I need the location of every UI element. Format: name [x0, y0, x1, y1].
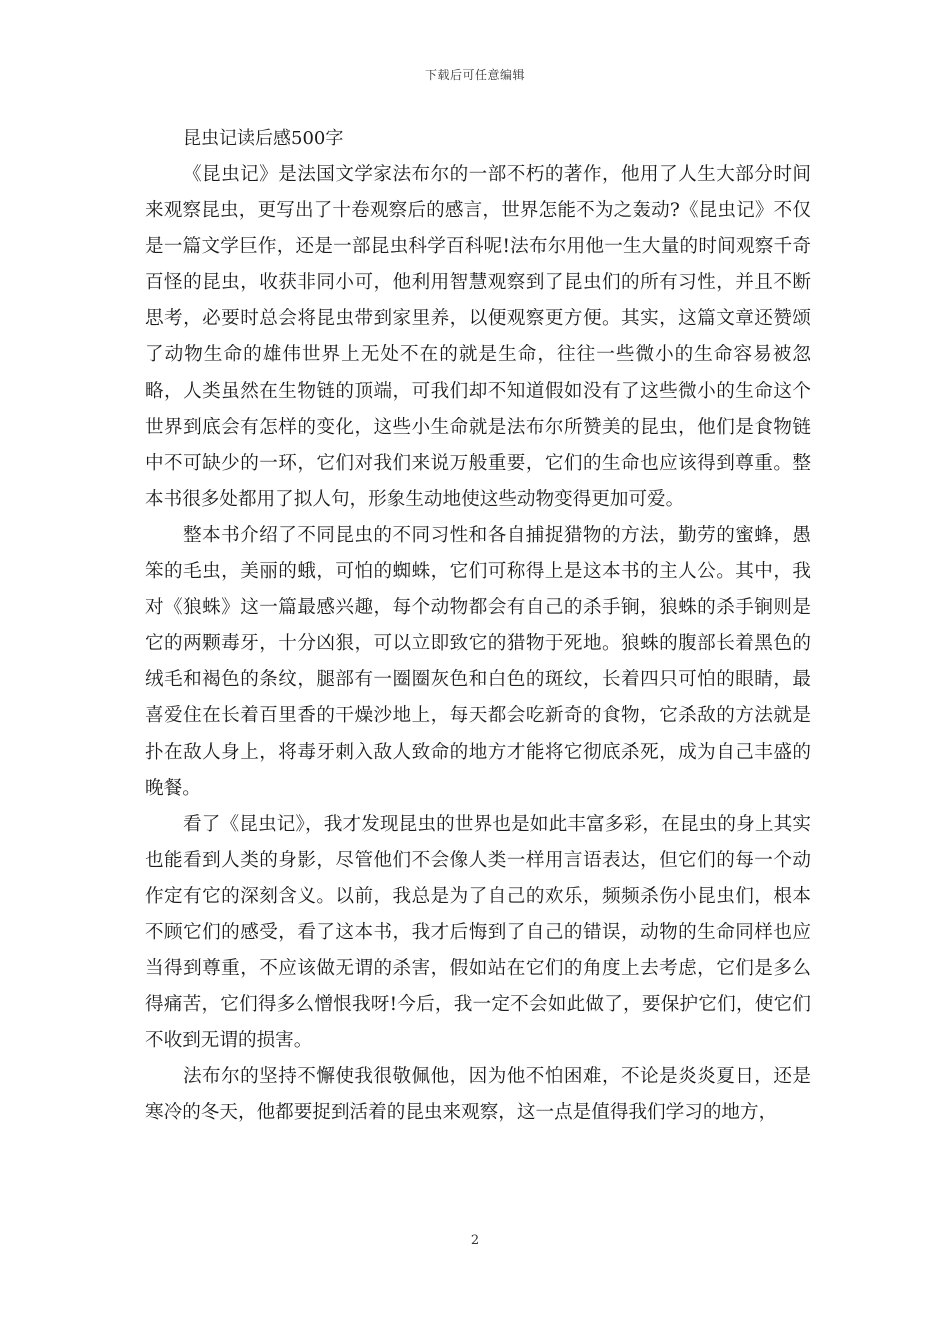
document-body — [145, 121, 811, 1132]
paragraph-3: 看了《昆虫记》，我才发现昆虫的世界也是如此丰富多彩，在昆虫的身上其实也能看到人类的身影，尽管他们不会像人类一样用言语表达，但它们的每一个动作定有它的深刻含义。以前，我总是为了自己的欢乐，频频杀伤小昆虫们，根本不顾它们的感受，看了这本书，我才后悔到了自己的错误，动物的生命同样也应当得到尊重，不应该做无谓的杀害，假如站在它们的角度上去考虑，它们是多么得痛苦，它们得多么憎恨我呀!今后，我一定不会如此做了，要保护它们，使它们不收到无谓的损害。 — [145, 813, 811, 1052]
paragraph-1: 《昆虫记》是法国文学家法布尔的一部不朽的著作，他用了人生大部分时间来观察昆虫，更写出了十卷观察后的感言，世界怎能不为之轰动?《昆虫记》不仅是一篇文学巨作，还是一部昆虫科学百科呢!法布尔用他一生大量的时间观察千奇百怪的昆虫，收获非同小可，他利用智慧观察到了昆虫们的所有习性，并且不断思考，必要时总会将昆虫带到家里养，以便观察更方便。其实，这篇文章还赞颂了动物生命的雄伟世界上无处不在的就是生命，往往一些微小的生命容易被忽略，人类虽然在生物链的顶端，可我们却不知道假如没有了这些微小的生命这个世界到底会有怎样的变化，这些小生命就是法布尔所赞美的昆虫，他们是食物链中不可缺少的一环，它们对我们来说万般重要，它们的生命也应该得到尊重。整本书很多处都用了拟人句，形象生动地使这些动物变得更加可爱。 — [145, 164, 811, 510]
document-title: 昆虫记读后感500字 — [183, 128, 344, 149]
paragraph-2: 整本书介绍了不同昆虫的不同习性和各自捕捉猎物的方法，勤劳的蜜蜂，愚笨的毛虫，美丽的蛾，可怕的蜘蛛，它们可称得上是这本书的主人公。其中，我对《狼蛛》这一篇最感兴趣，每个动物都会有自己的杀手锏，狼蛛的杀手锏则是它的两颗毒牙，十分凶狠，可以立即致它的猎物于死地。狼蛛的腹部长着黑色的绒毛和褐色的条纹，腿部有一圈圈灰色和白色的斑纹，长着四只可怕的眼睛，最喜爱住在长着百里香的干燥沙地上，每天都会吃新奇的食物，它杀敌的方法就是扑在敌人身上，将毒牙刺入敌人致命的地方才能将它彻底杀死，成为自己丰盛的晚餐。 — [145, 524, 811, 799]
page-number: 2 — [470, 1233, 480, 1248]
paragraph-4: 法布尔的坚持不懈使我很敬佩他，因为他不怕困难，不论是炎炎夏日，还是寒冷的冬天，他都要捉到活着的昆虫来观察，这一点是值得我们学习的地方， — [145, 1066, 811, 1124]
page-header: 下载后可任意编辑 — [424, 68, 525, 82]
